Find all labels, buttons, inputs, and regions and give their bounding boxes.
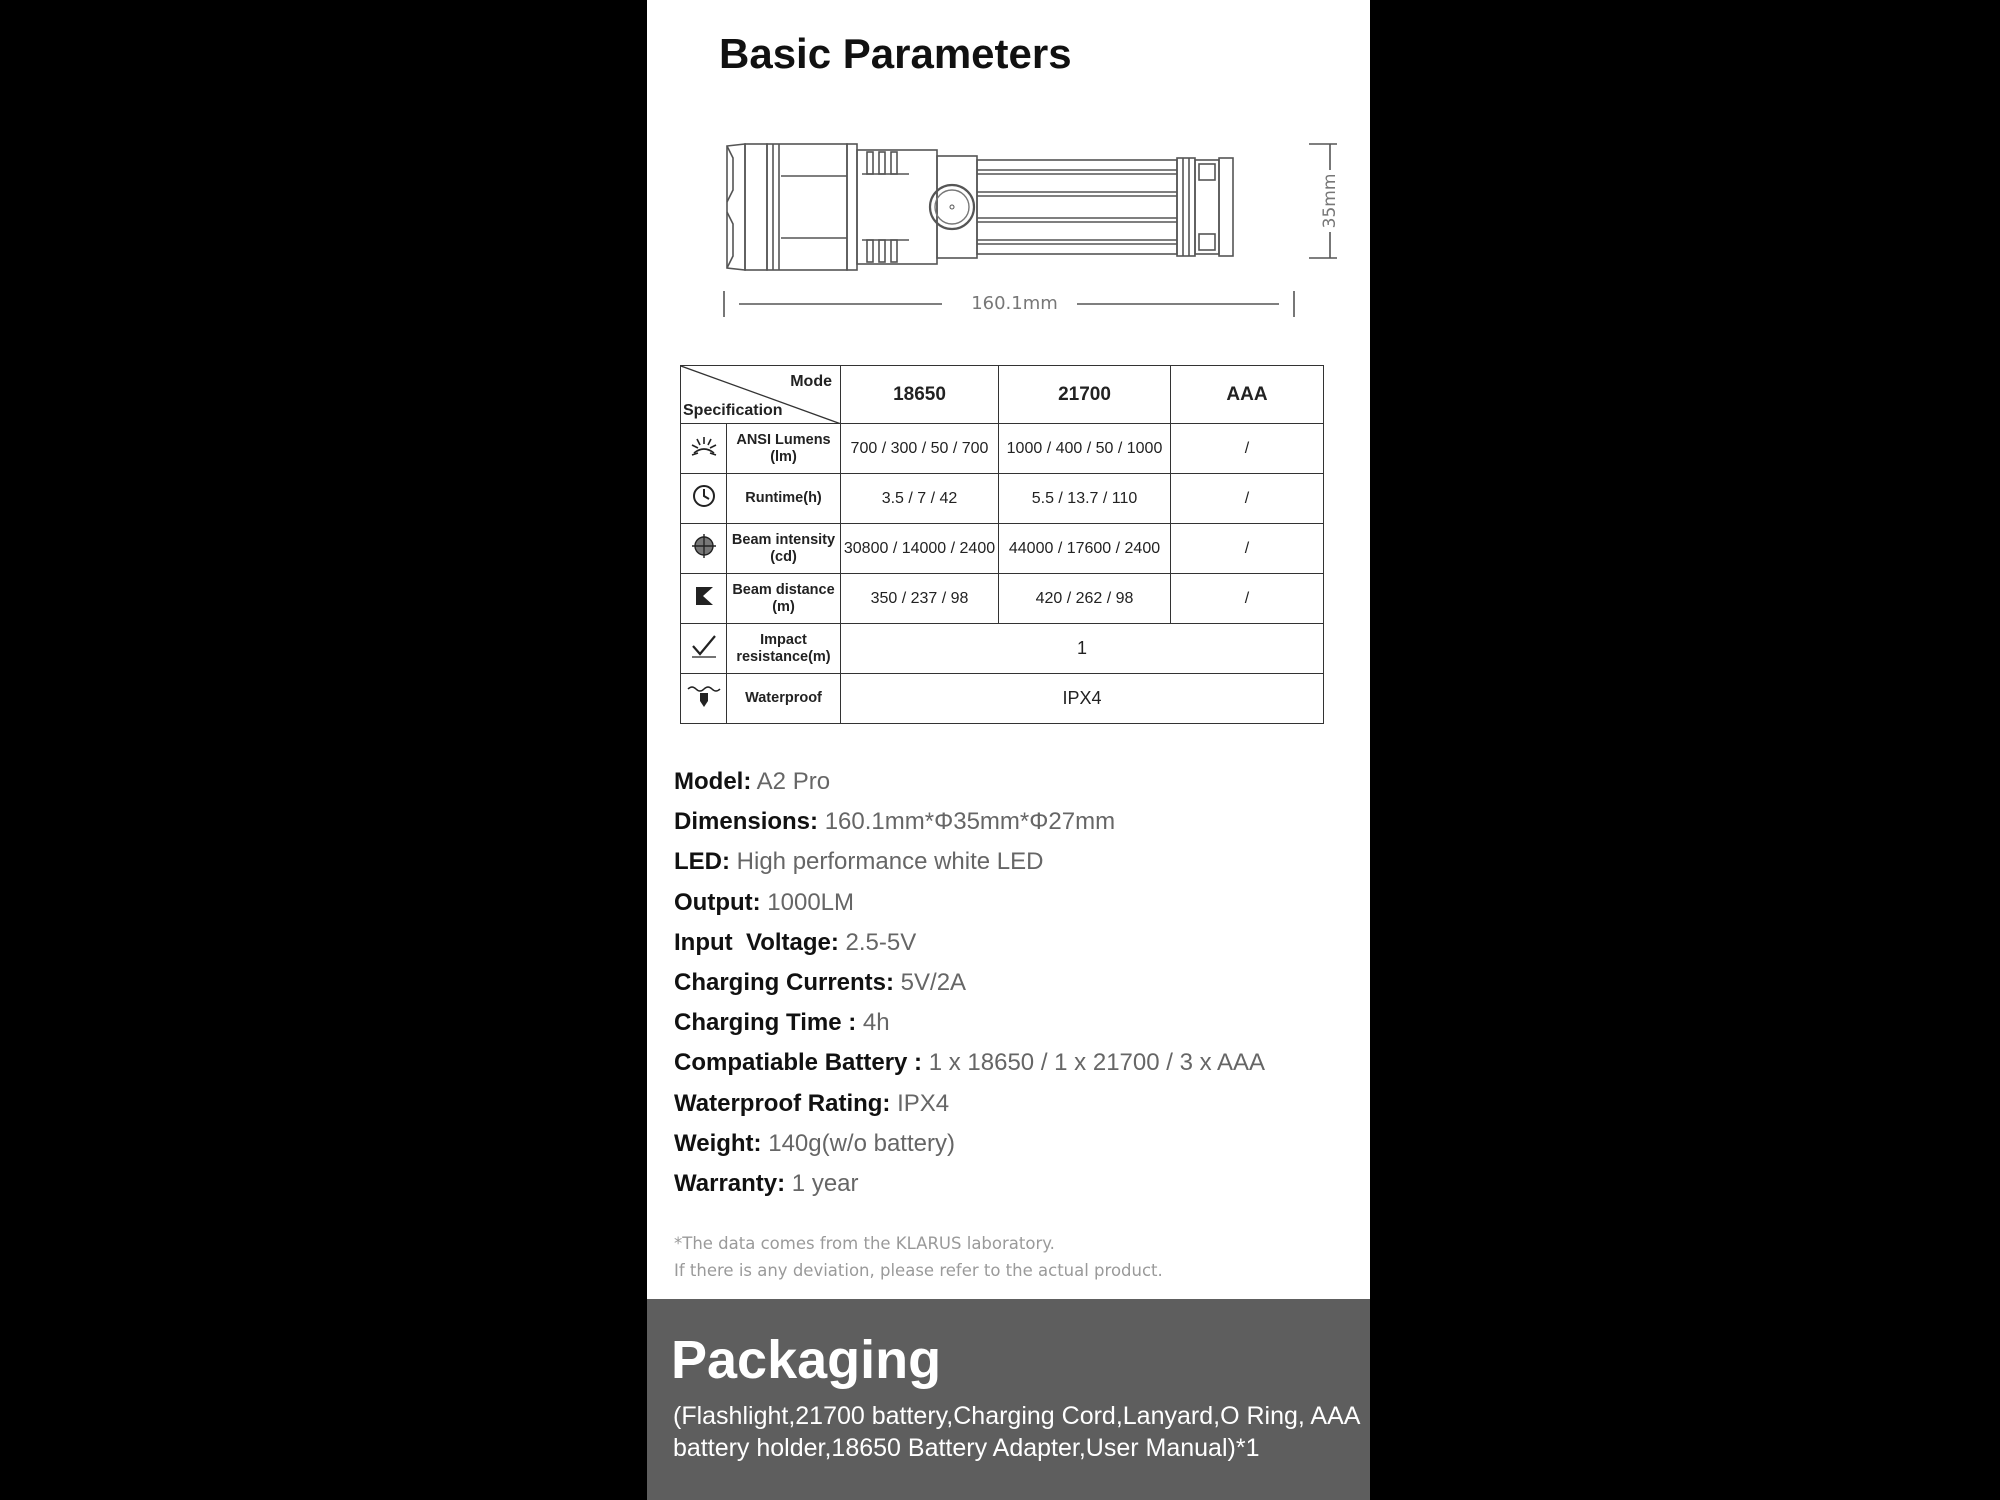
note-line: *The data comes from the KLARUS laboratory. (674, 1234, 1055, 1253)
product-spec-panel (647, 0, 1370, 1500)
table-cell: 5.5 / 13.7 / 110 (999, 474, 1171, 524)
table-cell: / (1171, 474, 1324, 524)
param-warranty: Warranty: 1 year (674, 1169, 859, 1197)
table-header-row (681, 366, 1324, 424)
length-dimension (647, 290, 1370, 320)
table-row (681, 474, 1324, 524)
param-charging-time: Charging Time : 4h (674, 1009, 890, 1037)
impact-icon (681, 624, 727, 674)
row-label: Runtime(h) (727, 474, 841, 524)
table-cell: / (1171, 574, 1324, 624)
row-label: Beam distance (m) (727, 574, 841, 624)
table-cell: 700 / 300 / 50 / 700 (841, 424, 999, 474)
param-led: LED: High performance white LED (674, 848, 1044, 876)
row-label: Beam intensity (cd) (727, 524, 841, 574)
table-cell-merged: 1 (841, 624, 1324, 674)
flashlight-head-bezel (727, 144, 745, 270)
disclaimer-note (674, 1230, 1163, 1284)
parameter-list (674, 764, 1265, 1206)
packaging-contents: (Flashlight,21700 battery,Charging Cord,Lanyard,O Ring, AAA battery holder,18650 Battery Adapter,User Manual)*1 (673, 1402, 1360, 1462)
table-cell: 3.5 / 7 / 42 (841, 474, 999, 524)
column-header: 21700 (999, 366, 1171, 424)
row-label: Impact resistance(m) (727, 624, 841, 674)
table-row (681, 524, 1324, 574)
table-row (681, 674, 1324, 724)
param-output: Output: 1000LM (674, 888, 855, 916)
param-dimensions: Dimensions: 160.1mm*Φ35mm*Φ27mm (674, 808, 1116, 836)
packaging-section (647, 1299, 1370, 1500)
table-cell: 350 / 237 / 98 (841, 574, 999, 624)
table-cell: / (1171, 524, 1324, 574)
packaging-title: Packaging (671, 1330, 942, 1390)
page-title: Basic Parameters (719, 30, 1072, 77)
table-cell: 44000 / 17600 / 2400 (999, 524, 1171, 574)
waterproof-icon (681, 674, 727, 724)
spec-table (680, 365, 1324, 724)
target-icon (681, 524, 727, 574)
table-cell: / (1171, 424, 1324, 474)
param-waterproof-rating: Waterproof Rating: IPX4 (674, 1089, 950, 1117)
length-label: 160.1mm (971, 293, 1058, 314)
table-row (681, 424, 1324, 474)
corner-mode-label: Mode (790, 373, 832, 390)
diameter-label: 35mm (1320, 173, 1340, 229)
param-model: Model: A2 Pro (674, 768, 831, 795)
beam-distance-icon (681, 574, 727, 624)
param-input-voltage: Input Voltage: 2.5-5V (674, 928, 917, 956)
table-cell: 420 / 262 / 98 (999, 574, 1171, 624)
param-compatible-battery: Compatiable Battery : 1 x 18650 / 1 x 21700 / 3 x AAA (674, 1049, 1265, 1077)
column-header: 18650 (841, 366, 999, 424)
row-label: ANSI Lumens (lm) (727, 424, 841, 474)
table-cell-merged: IPX4 (841, 674, 1324, 724)
lumens-icon (681, 424, 727, 474)
param-charging-currents: Charging Currents: 5V/2A (674, 968, 967, 996)
clock-icon (681, 474, 727, 524)
param-weight: Weight: 140g(w/o battery) (674, 1129, 955, 1157)
table-cell: 1000 / 400 / 50 / 1000 (999, 424, 1171, 474)
note-line: If there is any deviation, please refer to the actual product. (674, 1261, 1163, 1280)
corner-spec-label: Specification (683, 402, 783, 419)
table-row (681, 624, 1324, 674)
table-cell: 30800 / 14000 / 2400 (841, 524, 999, 574)
table-corner-cell (681, 366, 841, 424)
row-label: Waterproof (727, 674, 841, 724)
table-row (681, 574, 1324, 624)
column-header: AAA (1171, 366, 1324, 424)
